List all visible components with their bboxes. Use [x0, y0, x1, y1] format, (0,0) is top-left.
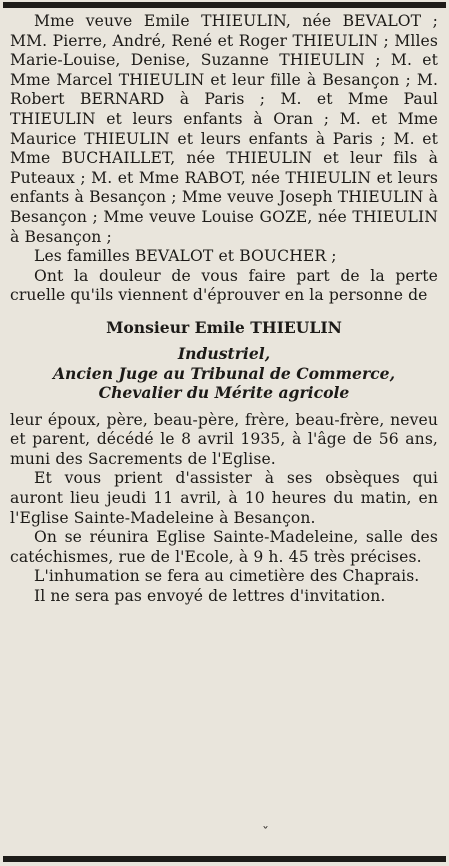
top-rule [3, 2, 446, 8]
families-line: Les familles BEVALOT et BOUCHER ; [34, 247, 337, 266]
title-line: Industriel, [177, 343, 271, 363]
announcement-paragraph: Ont la douleur de vous faire part de la perte cruelle qu'ils viennent d'éprouver en la personne de [10, 266, 438, 305]
deceased-titles [10, 344, 438, 403]
death-notice [10, 12, 438, 607]
title-line: Chevalier du Mérite agricole [98, 383, 350, 403]
deceased-prefix: Monsieur Emile [106, 317, 251, 337]
details-paragraph: leur époux, père, beau-père, frère, beau-frère, neveu et parent, décédé le 8 avril 1935, à l'âge de 56 ans, muni des Sacrements de l'Eglise. [10, 410, 438, 468]
burial-paragraph: L'inhumation se fera au cimetière des Chaprais. [34, 567, 420, 586]
deceased-name [10, 318, 438, 338]
invitation-paragraph: Et vous prient d'assister à ses obsèques qui auront lieu jeudi 11 avril, à 10 heures du matin, en l'Eglise Sainte-Madeleine à Besançon. [10, 469, 438, 527]
families-paragraph: Mme veuve Emile THIEULIN, née BEVALOT ; MM. Pierre, André, René et Roger THIEULIN ; Mlles Marie-Louise, Denise, Suzanne THIEULIN ; M. et Mme Marcel THIEULIN et leur fille à Besançon ; M. Robert BERNARD à Paris ; M. et Mme Paul THIEULIN et leurs enfants à Oran ; M. et Mme Maurice THIEULIN et leurs enfants à Paris ; M. et Mme BUCHAILLET, née THIEULIN et leur fils à Puteaux ; M. et Mme RABOT, née THIEULIN et leurs enfants à Besançon ; Mme veuve Joseph THIEULIN à Besançon ; Mme veuve Louise GOZE, née THIEULIN à Besançon ; [10, 12, 438, 246]
title-line: Ancien Juge au Tribunal de Commerce, [52, 363, 396, 383]
closing-paragraph: Il ne sera pas envoyé de lettres d'invitation. [34, 587, 386, 606]
meeting-paragraph: On se réunira Eglise Sainte-Madeleine, salle des catéchismes, rue de l'Ecole, à 9 h. 45 très précises. [10, 528, 438, 566]
bottom-rule [3, 856, 446, 862]
deceased-surname: THIEULIN [250, 317, 342, 337]
print-speck: ˇ [262, 825, 269, 841]
